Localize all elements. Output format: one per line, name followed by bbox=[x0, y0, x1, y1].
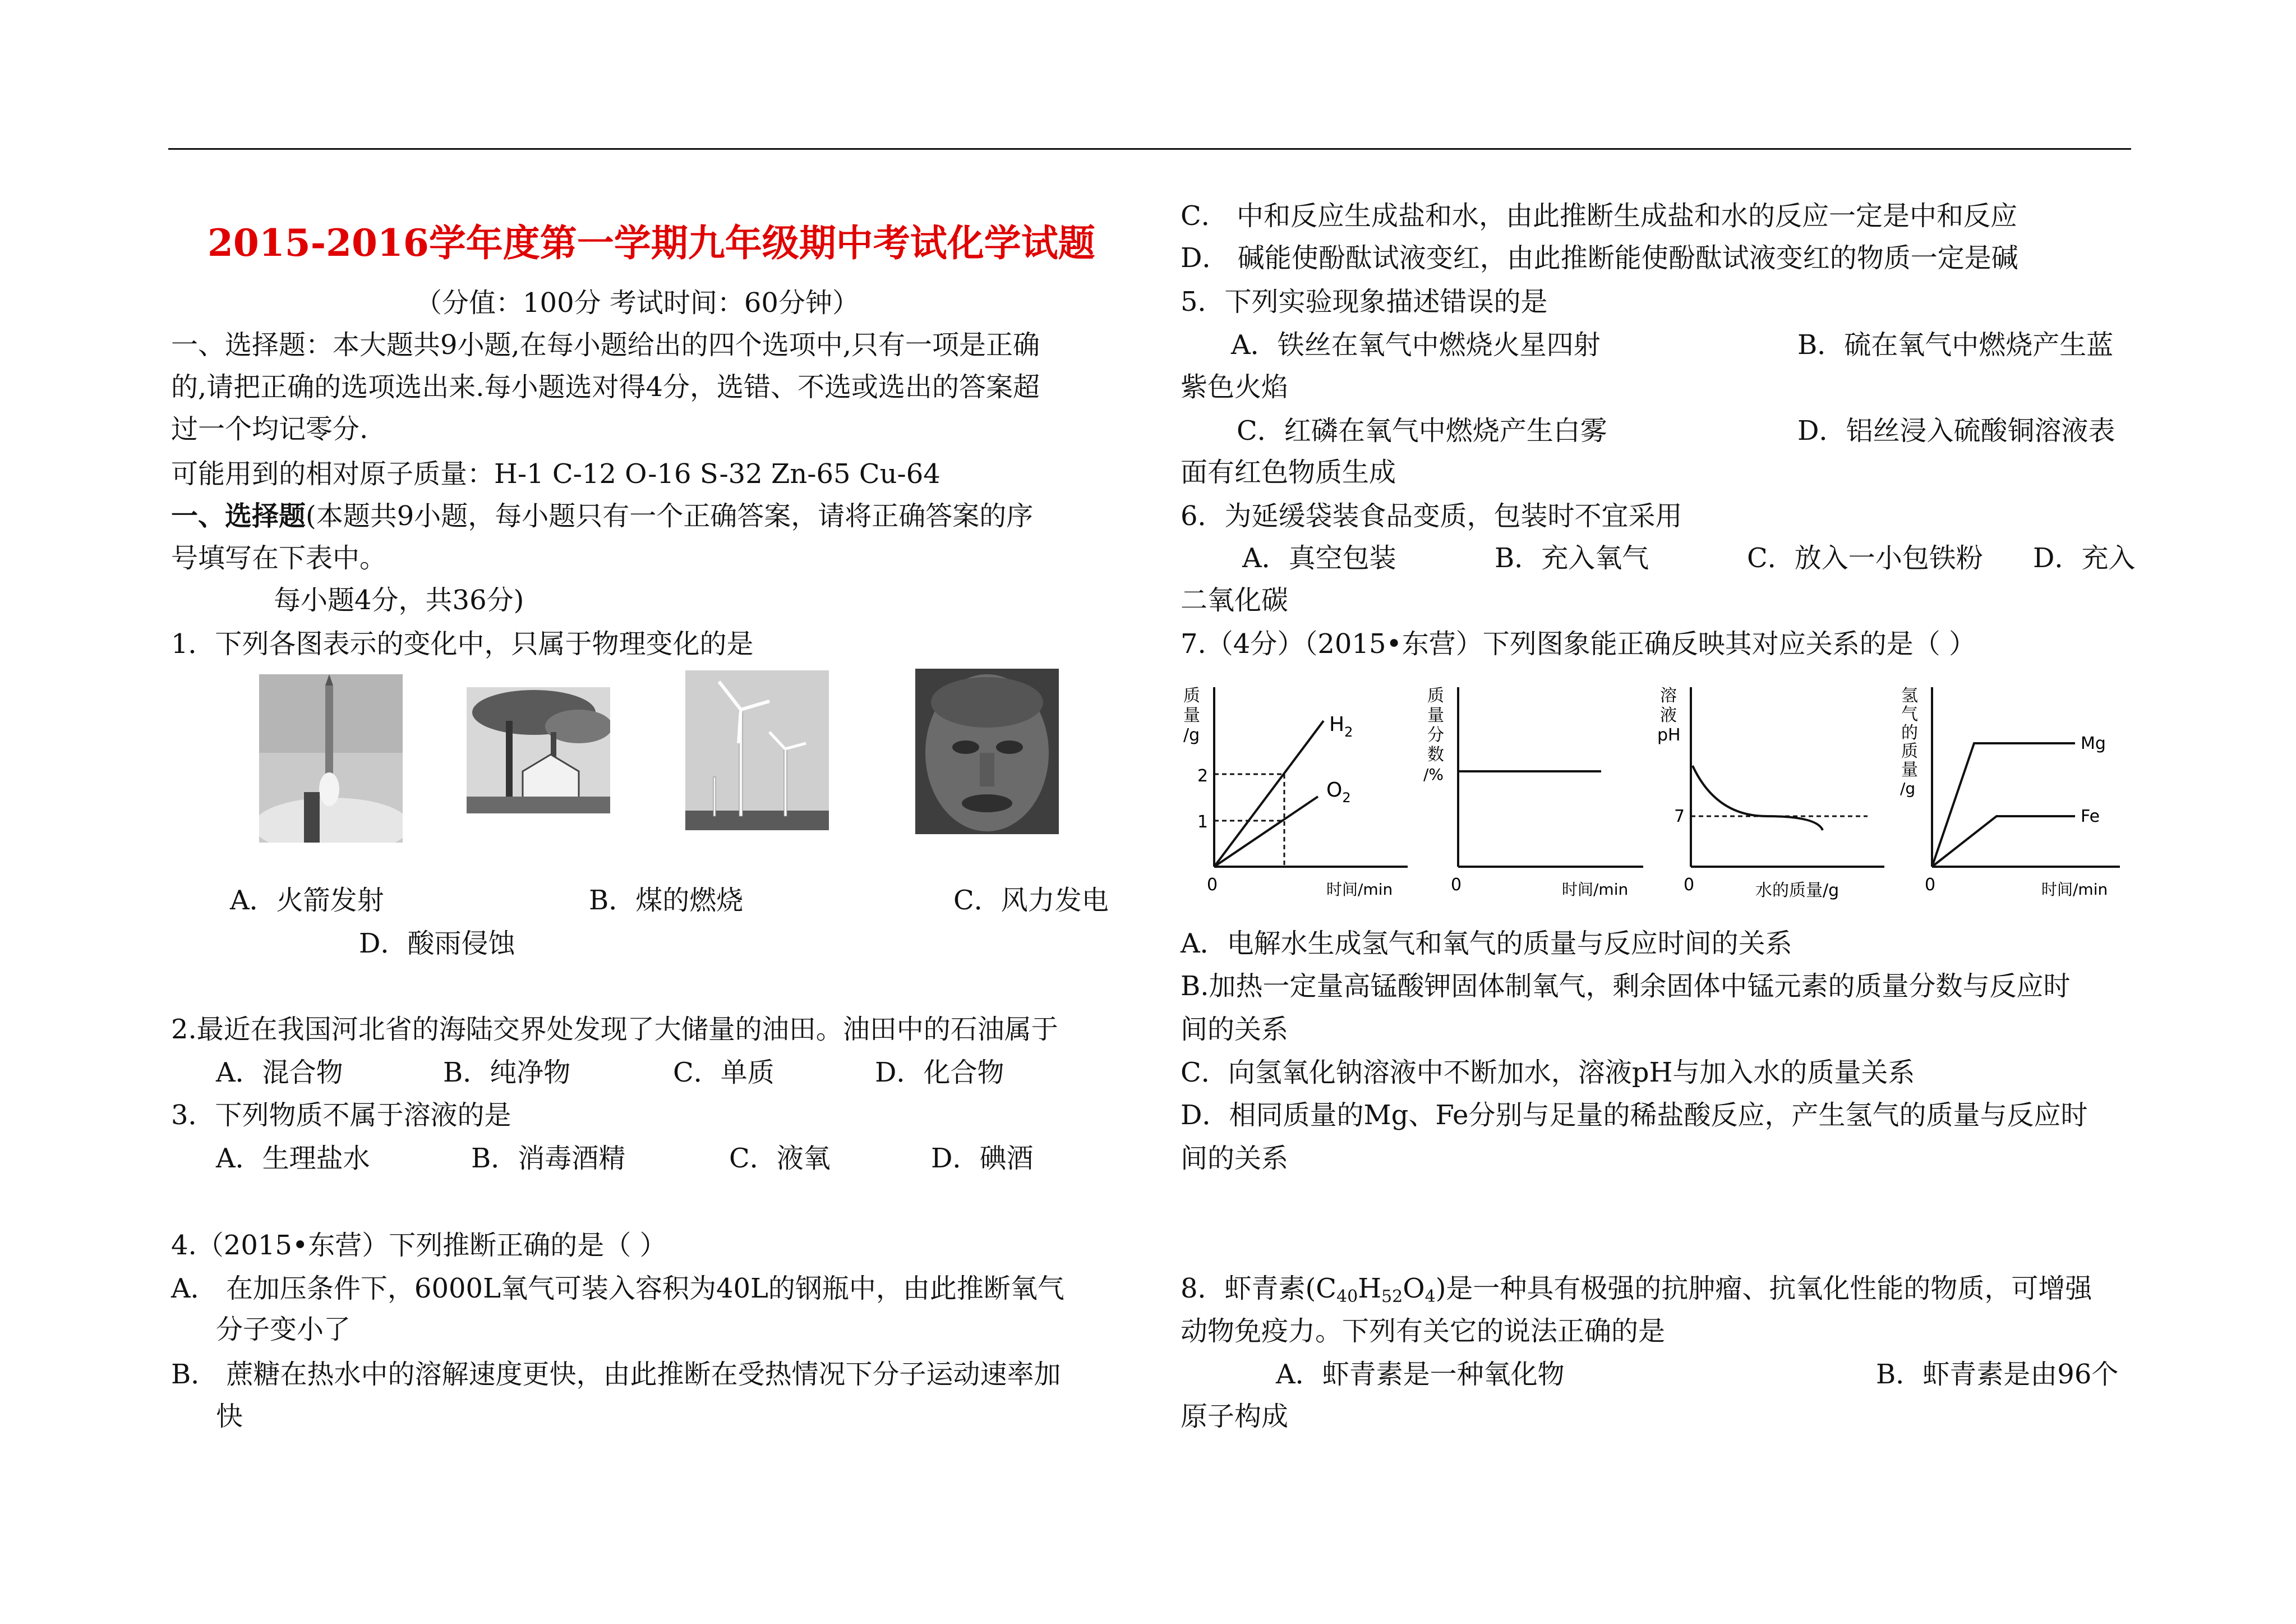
q8-option-b-line-2: 原子构成 bbox=[1181, 1401, 1289, 1432]
graph-b-ylabel-2: 量 bbox=[1427, 706, 1444, 725]
rocket-launch-image bbox=[259, 674, 403, 843]
exam-title: 2015-2016学年度第一学期九年级期中考试化学试题 bbox=[208, 221, 1095, 265]
q2-option-d: D．化合物 bbox=[875, 1057, 1004, 1088]
section-line-2: 号填写在下表中。 bbox=[171, 542, 387, 574]
header-rule bbox=[168, 148, 2131, 150]
intro-line-2: 的,请把正确的选项选出来.每小题选对得4分，选错、不选或选出的答案超 bbox=[171, 371, 1040, 403]
q8-stem: 8．虾青素$(C_{40}H_{52}O_4)$是一种具有极强的抗肿瘤、抗氧化性能的物质，可增强 bbox=[1181, 1273, 2092, 1306]
graph-c-ylabel-2: 液 bbox=[1660, 706, 1677, 725]
q3-stem: 3．下列物质不属于溶液的是 bbox=[171, 1099, 511, 1131]
q2-option-a: A．混合物 bbox=[216, 1057, 343, 1088]
graph-a-xlabel: 时间/min bbox=[1326, 880, 1393, 899]
q3-option-c: C．液氧 bbox=[729, 1143, 831, 1174]
q6-option-d-line-1: D．充入 bbox=[2033, 542, 2136, 574]
q5-option-a: A．铁丝在氧气中燃烧火星四射 bbox=[1231, 329, 1601, 361]
graph-a-ylabel-1: 质 bbox=[1183, 686, 1200, 706]
graph-b-ylabel-1: 质 bbox=[1427, 686, 1444, 706]
graph-c-xlabel: 水的质量/g bbox=[1755, 881, 1839, 900]
graph-c-ph bbox=[1654, 682, 1896, 906]
graph-d-hydrogen-mass bbox=[1896, 682, 2131, 906]
q6-stem: 6．为延缓袋装食品变质，包装时不宜采用 bbox=[1181, 500, 1682, 532]
q7-option-d-line-2: 间的关系 bbox=[1181, 1143, 1289, 1174]
q8-option-b-line-1: B．虾青素是由96个 bbox=[1876, 1359, 2119, 1390]
q7-option-a: A．电解水生成氢气和氧气的质量与反应时间的关系 bbox=[1181, 928, 1792, 959]
q5-option-d-line-2: 面有红色物质生成 bbox=[1181, 457, 1396, 488]
q1-option-a: A．火箭发射 bbox=[230, 885, 384, 916]
graph-b-origin: 0 bbox=[1451, 875, 1462, 895]
graph-d-ylabel-5: 量 bbox=[1901, 760, 1918, 780]
graph-c-ylabel-1: 溶 bbox=[1660, 686, 1677, 706]
q4-option-b-line-1: B． 蔗糖在热水中的溶解速度更快，由此推断在受热情况下分子运动速率加 bbox=[171, 1359, 1061, 1390]
atomic-masses: 可能用到的相对原子质量：H-1 C-12 O-16 S-32 Zn-65 Cu-64 bbox=[171, 458, 940, 490]
q5-option-b-line-2: 紫色火焰 bbox=[1181, 371, 1289, 403]
q2-option-c: C．单质 bbox=[673, 1057, 774, 1088]
graph-b-ylabel-3: 分 bbox=[1427, 725, 1444, 745]
intro-line-1: 一、选择题：本大题共9小题,在每小题给出的四个选项中,只有一项是正确 bbox=[171, 329, 1040, 361]
q4-option-b-line-2: 快 bbox=[216, 1401, 243, 1432]
graph-b-ylabel-4: 数 bbox=[1427, 745, 1444, 765]
q7-option-d-line-1: D．相同质量的Mg、Fe分别与足量的稀盐酸反应，产生氢气的质量与反应时 bbox=[1181, 1099, 2088, 1131]
q2-stem: 2.最近在我国河北省的海陆交界处发现了大储量的油田。油田中的石油属于 bbox=[171, 1014, 1058, 1045]
wind-power-image bbox=[685, 670, 829, 830]
section-line-1 bbox=[171, 499, 1033, 533]
graph-a-o2-label: $O_2$ bbox=[1326, 779, 1351, 806]
exam-meta: （分值：100分 考试时间：60分钟） bbox=[415, 287, 859, 319]
q4-option-d: D． 碱能使酚酞试液变红，由此推断能使酚酞试液变红的物质一定是碱 bbox=[1181, 242, 2018, 274]
q8-stem-line-2: 动物免疫力。下列有关它的说法正确的是 bbox=[1181, 1315, 1666, 1347]
q1-option-d: D．酸雨侵蚀 bbox=[359, 928, 515, 959]
q4-option-a-line-1: A． 在加压条件下，6000L氧气可装入容积为40L的钢瓶中，由此推断氧气 bbox=[171, 1273, 1064, 1304]
graph-d-ylabel-1: 氢 bbox=[1901, 686, 1918, 706]
q6-option-c: C．放入一小包铁粉 bbox=[1747, 542, 1983, 574]
graph-b-ylabel-5: /% bbox=[1423, 765, 1444, 784]
intro-line-3: 过一个均记零分. bbox=[171, 413, 368, 445]
graph-b-xlabel: 时间/min bbox=[1562, 880, 1629, 899]
q5-option-d-line-1: D．铝丝浸入硫酸铜溶液表 bbox=[1797, 415, 2115, 447]
graph-d-mg-label: Mg bbox=[2081, 734, 2106, 753]
q5-stem: 5．下列实验现象描述错误的是 bbox=[1181, 286, 1548, 318]
q4-stem: 4.（2015•东营）下列推断正确的是（ ） bbox=[171, 1230, 667, 1261]
q1-option-b: B．煤的燃烧 bbox=[589, 885, 744, 916]
q3-option-d: D．碘酒 bbox=[931, 1143, 1034, 1174]
graph-a-electrolysis bbox=[1172, 682, 1419, 906]
graph-c-tick-7: 7 bbox=[1674, 807, 1685, 826]
graph-a-origin: 0 bbox=[1207, 875, 1218, 895]
coal-burning-image bbox=[467, 687, 610, 813]
graph-a-ylabel-2: 量 bbox=[1183, 706, 1200, 725]
q6-option-a: A．真空包装 bbox=[1242, 542, 1396, 574]
q1-option-c: C．风力发电 bbox=[953, 885, 1109, 916]
section-heading: 一、选择题 bbox=[171, 500, 306, 532]
q3-option-a: A．生理盐水 bbox=[216, 1143, 370, 1174]
graph-c-origin: 0 bbox=[1684, 875, 1695, 895]
q3-option-b: B．消毒酒精 bbox=[471, 1143, 626, 1174]
q7-option-c: C．向氢氧化钠溶液中不断加水，溶液pH与加入水的质量关系 bbox=[1181, 1057, 1915, 1088]
q8-option-a: A．虾青素是一种氧化物 bbox=[1276, 1359, 1565, 1390]
q7-stem: 7.（4分）（2015•东营）下列图象能正确反映其对应关系的是（ ） bbox=[1181, 628, 1976, 660]
graph-a-h2-label: $H_2$ bbox=[1329, 713, 1353, 740]
graph-a-tick-1: 1 bbox=[1197, 812, 1209, 832]
graph-b-manganese-fraction bbox=[1419, 682, 1654, 906]
q2-option-b: B．纯净物 bbox=[443, 1057, 571, 1088]
acid-rain-erosion-image bbox=[915, 669, 1059, 834]
graph-d-ylabel-4: 质 bbox=[1901, 742, 1918, 761]
graph-d-ylabel-3: 的 bbox=[1901, 723, 1918, 743]
graph-d-fe-label: Fe bbox=[2081, 807, 2100, 826]
q7-option-b-line-1: B.加热一定量高锰酸钾固体制氧气，剩余固体中锰元素的质量分数与反应时 bbox=[1181, 970, 2071, 1002]
graph-d-ylabel-2: 气 bbox=[1901, 705, 1918, 724]
graph-d-xlabel: 时间/min bbox=[2041, 880, 2108, 899]
graph-c-ylabel-3: pH bbox=[1657, 725, 1681, 745]
graph-a-ylabel-3: /g bbox=[1183, 725, 1200, 745]
q6-option-d-line-2: 二氧化碳 bbox=[1181, 585, 1289, 616]
q4-option-a-line-2: 分子变小了 bbox=[216, 1314, 351, 1345]
graph-d-ylabel-6: /g bbox=[1900, 779, 1916, 798]
q5-option-b-line-1: B．硫在氧气中燃烧产生蓝 bbox=[1797, 329, 2114, 361]
q7-option-b-line-2: 间的关系 bbox=[1181, 1014, 1289, 1045]
section-line-3: 每小题4分，共36分) bbox=[274, 585, 524, 616]
q5-option-c: C．红磷在氧气中燃烧产生白雾 bbox=[1237, 415, 1607, 447]
graph-a-tick-2: 2 bbox=[1197, 766, 1209, 786]
q4-option-c: C． 中和反应生成盐和水，由此推断生成盐和水的反应一定是中和反应 bbox=[1181, 200, 2017, 232]
graph-d-origin: 0 bbox=[1925, 875, 1936, 895]
q6-option-b: B．充入氧气 bbox=[1495, 542, 1649, 574]
q1-stem: 1．下列各图表示的变化中，只属于物理变化的是 bbox=[171, 628, 754, 660]
section-line-1-text: (本题共9小题，每小题只有一个正确答案，请将正确答案的序 bbox=[306, 500, 1034, 532]
